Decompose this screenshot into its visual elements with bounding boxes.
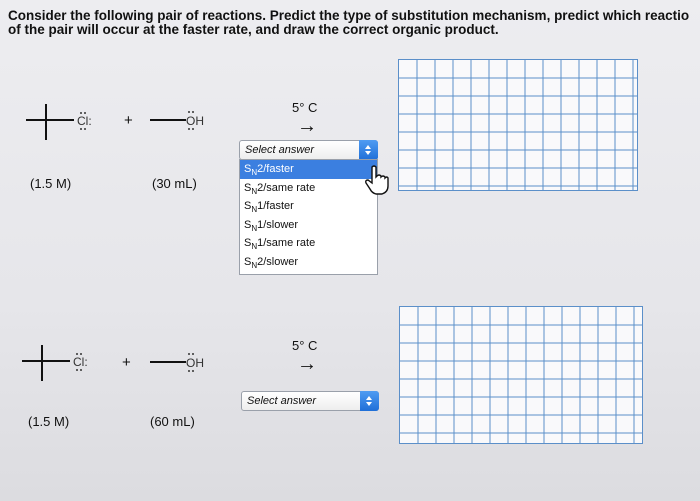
mechanism-select-1[interactable]	[239, 140, 378, 160]
dropdown-option[interactable]: $S_N2$/faster	[240, 160, 377, 179]
svg-text:Cl:: Cl:	[77, 114, 92, 128]
tert-butyl-chloride-structure-1	[22, 96, 112, 150]
concentration-label-1: (1.5 M)	[30, 176, 72, 191]
reaction-arrow-2: →	[297, 353, 317, 375]
question-line-1: Consider the following pair of reactions. Predict the type of substitution mechanism, predict which reactio	[8, 9, 690, 23]
dropdown-option[interactable]: $S_N2$/same rate	[244, 181, 316, 196]
dropdown-option[interactable]: $S_N1$/same rate	[244, 237, 316, 252]
dropdown-option[interactable]: $S_N1$/faster	[244, 200, 294, 215]
mechanism-dropdown-list-1	[239, 159, 378, 275]
product-drawing-grid-2[interactable]	[399, 306, 643, 444]
select-placeholder-1: Select answer	[245, 144, 315, 156]
dropdown-option[interactable]: $S_N1$/slower	[244, 218, 299, 233]
question-line-2: of the pair will occur at the faster rate, and draw the correct organic product.	[8, 22, 499, 37]
select-stepper-icon[interactable]	[360, 391, 379, 411]
volume-label-2: (60 mL)	[150, 414, 195, 429]
question-text	[8, 9, 698, 37]
ethanol-structure-1	[148, 108, 218, 138]
plus-sign-2: +	[122, 354, 131, 371]
pointer-hand-icon	[364, 165, 390, 195]
temperature-label-1: 5° C	[292, 100, 318, 115]
product-drawing-grid-1[interactable]	[398, 59, 638, 191]
tert-butyl-chloride-structure-2	[18, 337, 108, 391]
plus-sign-1: +	[124, 112, 133, 129]
concentration-label-2: (1.5 M)	[28, 414, 70, 429]
svg-text:OH: OH	[186, 114, 204, 128]
dropdown-option[interactable]: $S_N2$/slower	[244, 255, 299, 270]
svg-text:OH: OH	[186, 356, 204, 370]
volume-label-1: (30 mL)	[152, 176, 197, 191]
reaction-arrow-1: →	[297, 115, 317, 137]
ethanol-structure-2	[148, 350, 218, 380]
svg-text:Cl:: Cl:	[73, 355, 88, 369]
select-placeholder-2: Select answer	[247, 395, 317, 407]
select-stepper-icon[interactable]	[359, 140, 378, 160]
temperature-label-2: 5° C	[292, 338, 318, 353]
mechanism-select-2[interactable]	[241, 391, 379, 411]
